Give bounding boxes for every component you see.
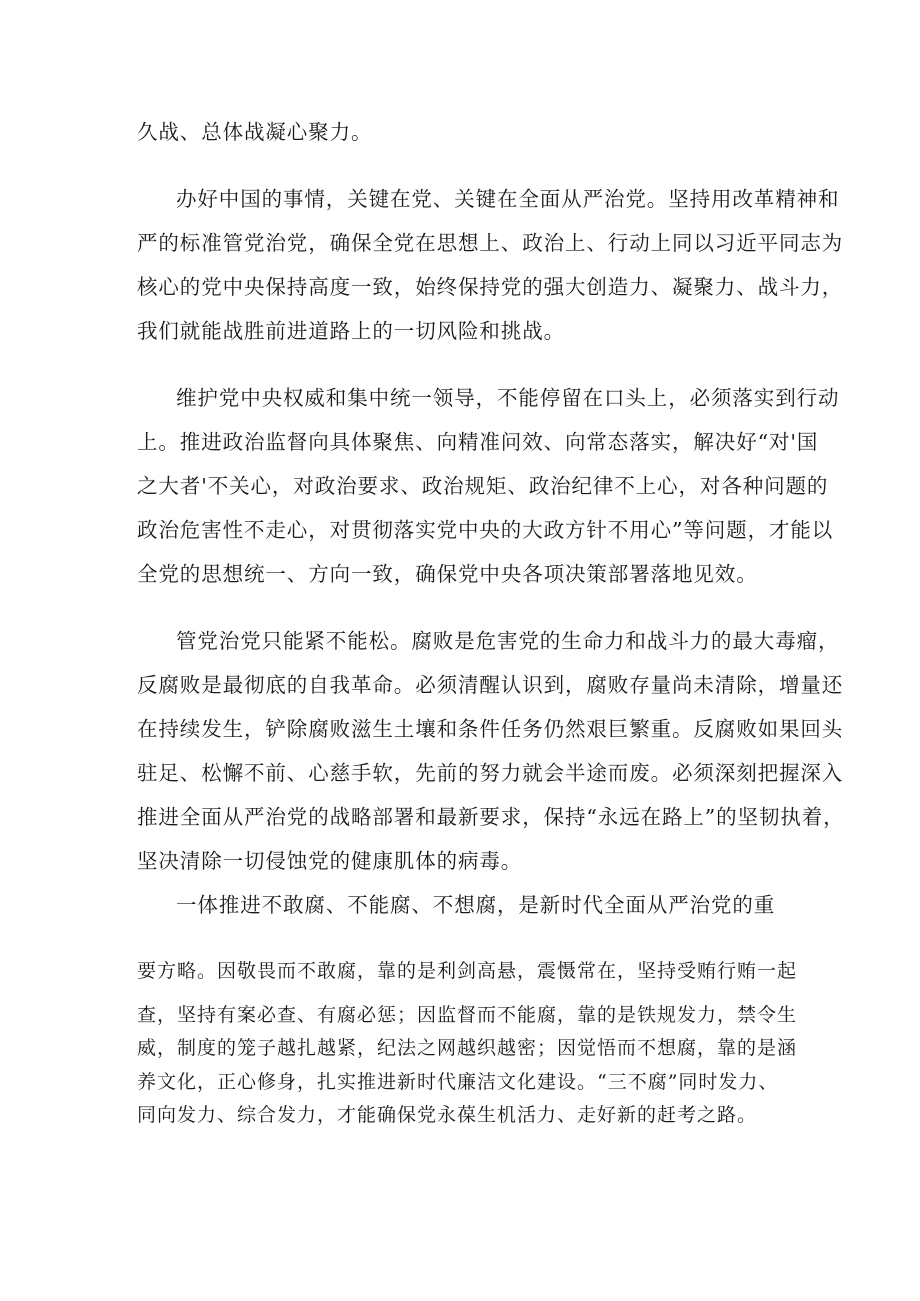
text-line: 核心的党中央保持高度一致，始终保持党的强大创造力、凝聚力、战斗力， [137, 275, 844, 299]
paragraph-first-line: 一体推进不敢腐、不能腐、不想腐，是新时代全面从严治党的重 [176, 893, 776, 917]
text-line: 坚决清除一切侵蚀党的健康肌体的病毒。 [137, 849, 523, 873]
text-line: 我们就能战胜前进道路上的一切风险和挑战。 [137, 319, 565, 343]
text-line: 严的标准管党治党，确保全党在思想上、政治上、行动上同以习近平同志为 [137, 231, 844, 255]
paragraph-first-line: 管党治党只能紧不能松。腐败是危害党的生命力和战斗力的最大毒瘤， [176, 629, 840, 653]
text-line: 久战、总体战凝心聚力。 [137, 120, 373, 144]
text-line: 反腐败是最彻底的自我革命。必须清醒认识到，腐败存量尚未清除，增量还 [137, 673, 844, 697]
text-line: 之大者'不关心，对政治要求、政治规矩、政治纪律不上心，对各种问题的 [137, 474, 829, 498]
text-line: 养文化，正心修身，扎实推进新时代廉洁文化建设。“三不腐”同时发力、 [137, 1071, 779, 1093]
text-line: 同向发力、综合发力，才能确保党永葆生机活力、走好新的赶考之路。 [137, 1104, 758, 1126]
text-line: 上。推进政治监督向具体聚焦、向精准问效、向常态落实，解决好“对'国 [137, 430, 819, 454]
text-line: 在持续发生，铲除腐败滋生土壤和条件任务仍然艰巨繁重。反腐败如果回头 [137, 717, 844, 741]
text-line: 推进全面从严治党的战略部署和最新要求，保持“永远在路上”的坚韧执着， [137, 805, 845, 829]
text-line: 威，制度的笼子越扎越紧，纪法之网越织越密；因觉悟而不想腐，靠的是涵 [137, 1037, 798, 1059]
paragraph-first-line: 维护党中央权威和集中统一领导，不能停留在口头上，必须落实到行动 [176, 386, 840, 410]
text-line: 全党的思想统一、方向一致，确保党中央各项决策部署落地见效。 [137, 562, 758, 586]
text-line: 要方略。因敬畏而不敢腐，靠的是利剑高悬，震慑常在，坚持受贿行贿一起 [137, 960, 798, 982]
paragraph-first-line: 办好中国的事情，关键在党、关键在全面从严治党。坚持用改革精神和 [176, 187, 840, 211]
text-line: 查，坚持有案必查、有腐必惩；因监督而不能腐，靠的是铁规发力，禁令生 [137, 1004, 798, 1026]
text-line: 政治危害性不走心，对贯彻落实党中央的大政方针不用心”等问题，才能以 [137, 518, 834, 542]
text-line: 驻足、松懈不前、心慈手软，先前的努力就会半途而废。必须深刻把握深入 [137, 761, 844, 785]
